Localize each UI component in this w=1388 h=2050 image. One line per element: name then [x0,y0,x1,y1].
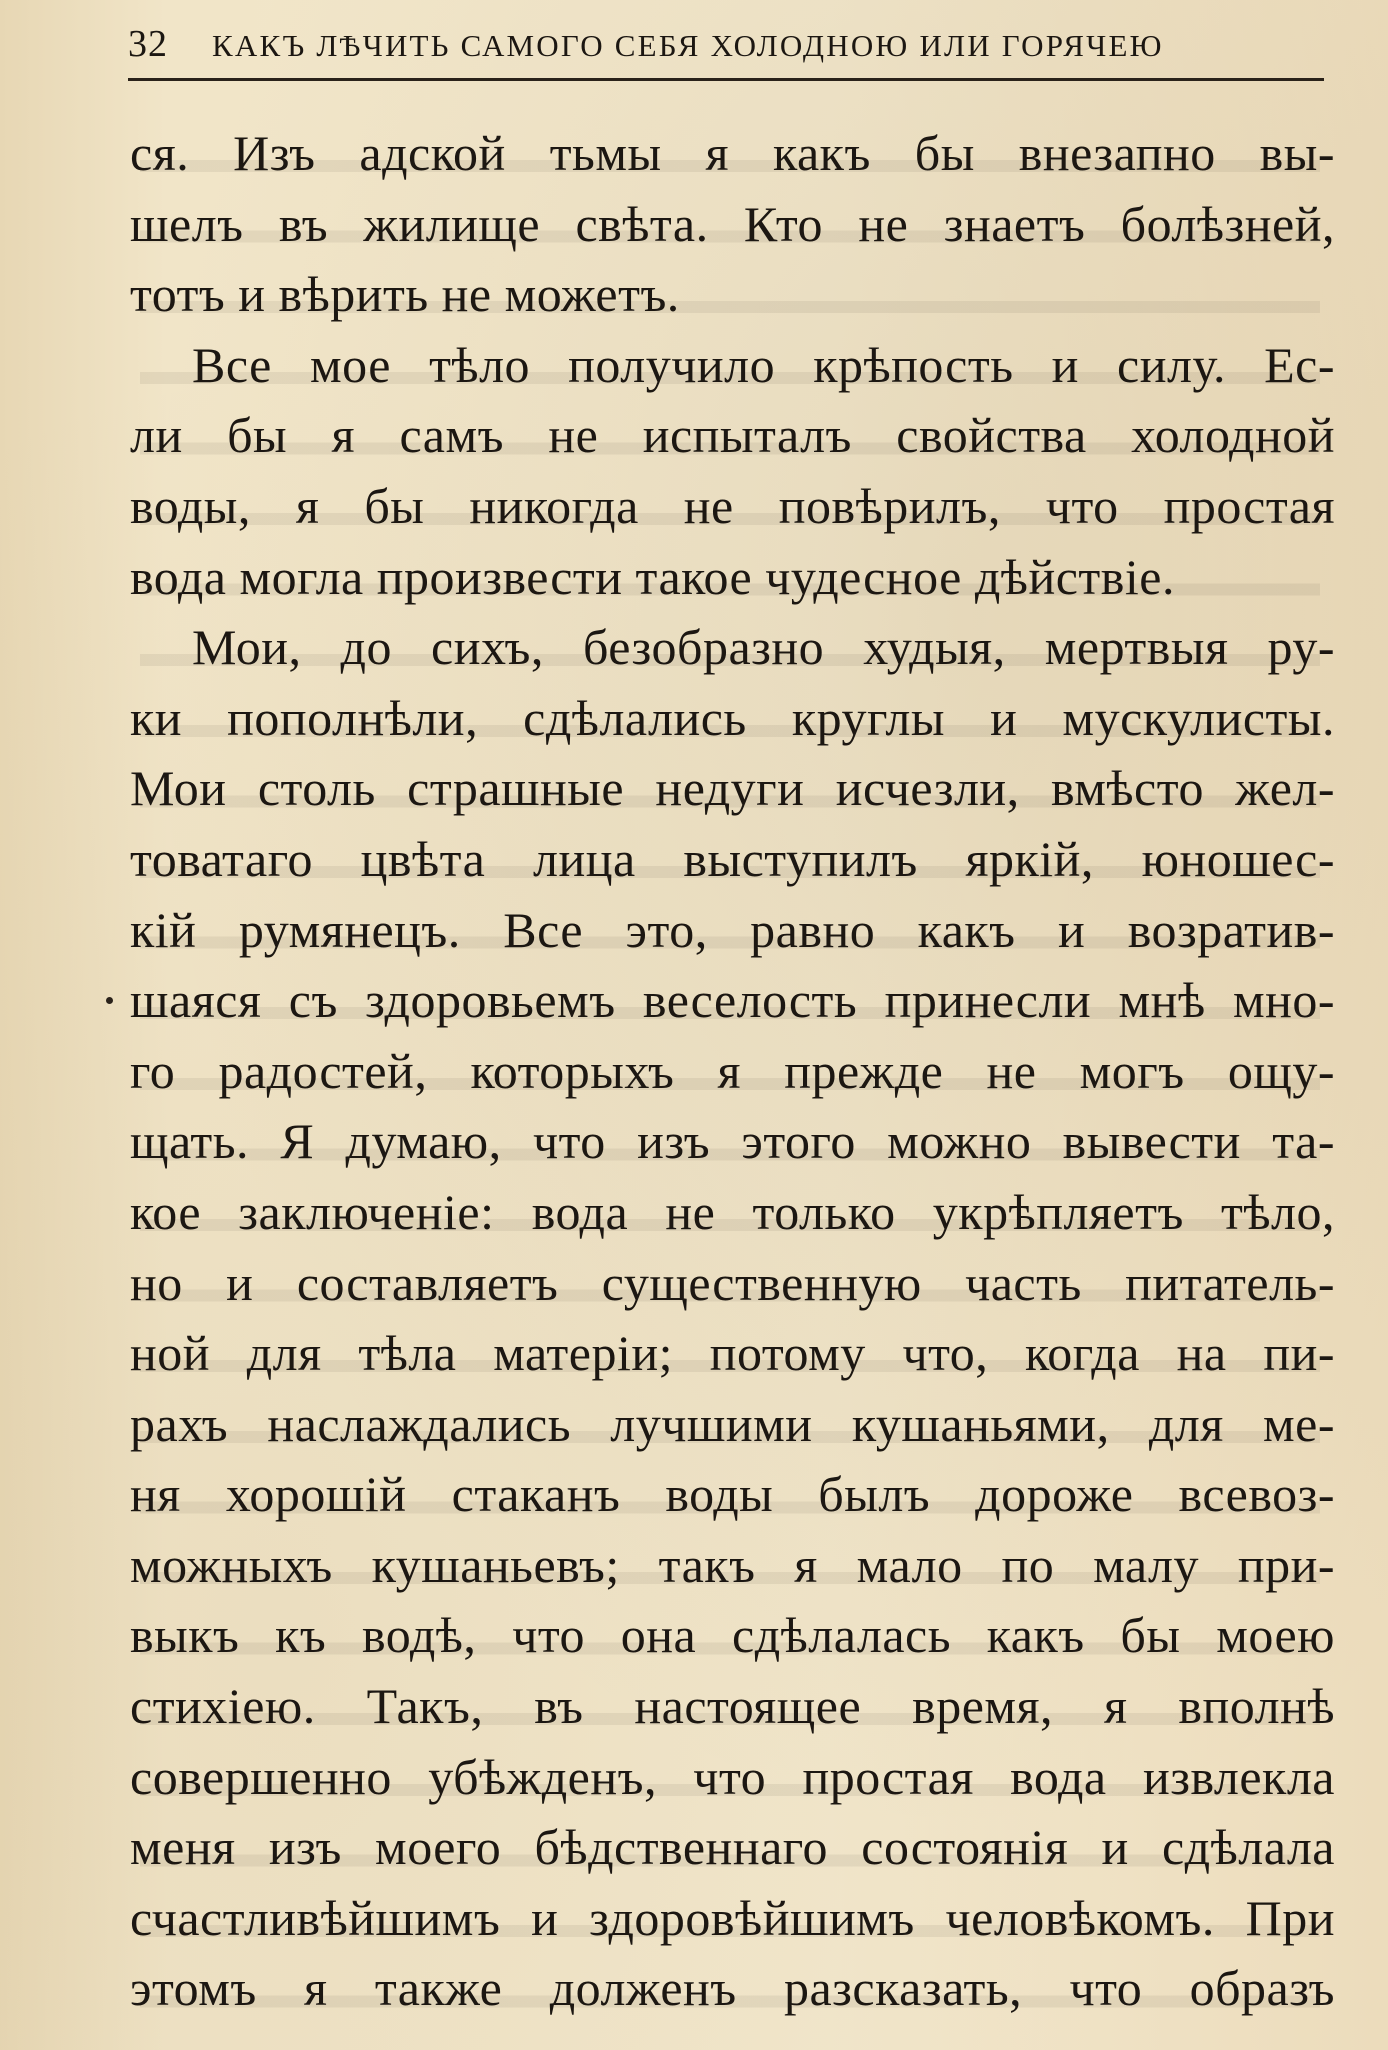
text-line: кій румянецъ. Все это, равно какъ и возратив- [130,901,1335,958]
text-line: ной для тѣла матеріи; потому что, когда на пи- [130,1325,1335,1382]
text-line: стихіею. Такъ, въ настоящее время, я вполнѣ [130,1678,1335,1735]
text-line: можныхъ кушаньевъ; такъ я мало по малу при- [130,1536,1335,1593]
text-line: шаяся съ здоровьемъ веселость принесли мнѣ мно- [130,972,1335,1029]
text-line: ки пополнѣли, сдѣлались круглы и мускулисты. [130,689,1335,746]
text-line: го радостей, которыхъ я прежде не могъ ощу- [130,1042,1335,1099]
text-line: ся. Изъ адской тьмы я какъ бы внезапно вы- [130,125,1335,181]
header-rule [128,78,1324,81]
text-line: ли бы я самъ не испыталъ свойства холодной [130,407,1335,464]
text-line: тотъ и вѣрить не можетъ. [130,266,680,323]
text-line: этомъ я также долженъ разсказать, что образъ [130,1960,1335,2017]
text-line: воды, я бы никогда не повѣрилъ, что простая [130,477,1335,534]
paragraph-1 [130,118,1335,330]
text-line: меня изъ моего бѣдственнаго состоянія и сдѣлала [130,1819,1335,1876]
body-text [130,118,1335,2024]
text-line: щать. Я думаю, что изъ этого можно вывести та- [130,1113,1335,1170]
paragraph-3 [130,612,1335,2024]
text-line: ня хорошій стаканъ воды былъ дороже всевоз- [130,1466,1335,1523]
text-line: счастливѣйшимъ и здоровѣйшимъ человѣкомъ. При [130,1889,1335,1946]
text-line: рахъ наслаждались лучшими кушаньями, для ме- [130,1395,1335,1452]
text-line: выкъ къ водѣ, что она сдѣлалась какъ бы моею [130,1607,1335,1664]
text-line: Мои столь страшные недуги исчезли, вмѣсто жел- [130,760,1335,817]
text-line: кое заключеніе: вода не только укрѣпляетъ тѣло, [130,1183,1335,1240]
text-line: Все мое тѣло получило крѣпость и силу. Ес- [192,336,1335,393]
page-number: 32 [128,23,168,65]
text-line: вода могла произвести такое чудесное дѣйствіе. [130,548,1175,605]
margin-mark [106,997,113,1004]
text-line: совершенно убѣжденъ, что простая вода извлекла [130,1748,1335,1805]
text-line: шелъ въ жилище свѣта. Кто не знаетъ болѣзней, [130,195,1335,252]
text-line: но и составляетъ существенную часть питатель- [130,1254,1335,1311]
paragraph-2 [130,330,1335,612]
text-line: товатаго цвѣта лица выступилъ яркій, юношес- [130,830,1335,887]
text-line: Мои, до сихъ, безобразно худыя, мертвыя ру- [192,619,1335,676]
running-title: КАКЪ ЛѢЧИТЬ САМОГО СЕБЯ ХОЛОДНОЮ ИЛИ ГОРЯЧЕЮ [212,28,1164,63]
running-header [128,22,1308,82]
